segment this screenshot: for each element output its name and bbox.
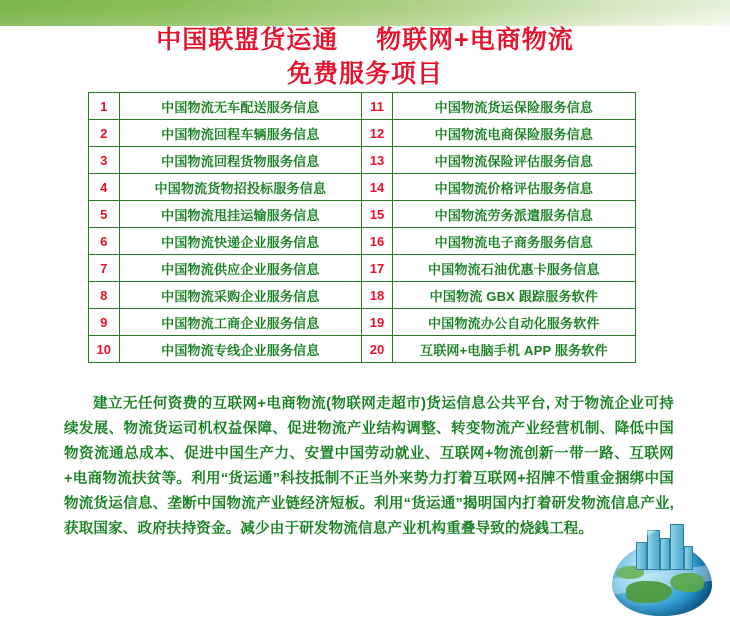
item-number: 18 [362, 282, 393, 309]
page-title-line-1 [0, 24, 730, 56]
table-row [89, 255, 636, 282]
item-number: 2 [89, 120, 120, 147]
table-row [89, 147, 636, 174]
item-number: 3 [89, 147, 120, 174]
item-number: 16 [362, 228, 393, 255]
table-row [89, 282, 636, 309]
item-label: 中国物流电商保险服务信息 [392, 120, 635, 147]
building-shape [660, 538, 670, 570]
item-number: 8 [89, 282, 120, 309]
slide-header [0, 24, 730, 90]
item-label: 中国物流办公自动化服务软件 [392, 309, 635, 336]
item-number: 14 [362, 174, 393, 201]
top-decorative-band [0, 0, 730, 26]
service-items-table [88, 92, 636, 363]
item-label: 中国物流专线企业服务信息 [119, 336, 362, 363]
item-label: 互联网+电脑手机 APP 服务软件 [392, 336, 635, 363]
globe-landmass [626, 581, 672, 603]
item-label: 中国物流供应企业服务信息 [119, 255, 362, 282]
item-label: 中国物流价格评估服务信息 [392, 174, 635, 201]
item-number: 15 [362, 201, 393, 228]
table-row [89, 309, 636, 336]
item-label: 中国物流货物招投标服务信息 [119, 174, 362, 201]
page-title-line-2: 免费服务项目 [286, 60, 443, 88]
building-shape [670, 524, 684, 570]
item-number: 9 [89, 309, 120, 336]
globe-highlight [622, 520, 656, 536]
item-label: 中国物流回程车辆服务信息 [119, 120, 362, 147]
item-label: 中国物流保险评估服务信息 [392, 147, 635, 174]
item-number: 13 [362, 147, 393, 174]
table-row [89, 93, 636, 120]
item-label: 中国物流工商企业服务信息 [119, 309, 362, 336]
body-paragraph: 建立无任何资费的互联网+电商物流(物联网走超市)货运信息公共平台, 对于物流企业可持续发展、物流货运司机权益保障、促进物流产业结构调整、转变物流产业经营机制、降低中国物资流通总成本、促进中国生产力、安置中国劳动就业、互联网+物流创新一带一路、互联网+电商物流扶贫等。利用“货运通”科技抵制不正当外来势力打着互联网+招牌不惜重金捆绑中国物流货运信息、垄断中国物流产业链经济短板。利用“货运通”揭明国内打着研发物流信息产业, 获取国家、政府扶持资金。减少由于研发物流信息产业机构重叠导致的烧銭工程。 [64, 396, 674, 537]
item-number: 4 [89, 174, 120, 201]
item-number: 12 [362, 120, 393, 147]
item-number: 6 [89, 228, 120, 255]
item-label: 中国物流石油优惠卡服务信息 [392, 255, 635, 282]
item-number: 19 [362, 309, 393, 336]
building-shape [684, 546, 693, 570]
item-label: 中国物流货运保险服务信息 [392, 93, 635, 120]
item-number: 17 [362, 255, 393, 282]
item-number: 11 [362, 93, 393, 120]
item-label: 中国物流劳务派遣服务信息 [392, 201, 635, 228]
item-label: 中国物流 GBX 跟踪服务软件 [392, 282, 635, 309]
item-number: 1 [89, 93, 120, 120]
item-label: 中国物流回程货物服务信息 [119, 147, 362, 174]
item-label: 中国物流电子商务服务信息 [392, 228, 635, 255]
item-number: 5 [89, 201, 120, 228]
globe-landmass [670, 573, 704, 592]
building-shape [647, 530, 660, 570]
table-row [89, 201, 636, 228]
item-label: 中国物流采购企业服务信息 [119, 282, 362, 309]
globe-city-graphic [604, 514, 722, 618]
item-label: 中国物流快递企业服务信息 [119, 228, 362, 255]
building-shape [636, 542, 647, 570]
item-number: 7 [89, 255, 120, 282]
item-label: 中国物流无车配送服务信息 [119, 93, 362, 120]
item-number: 20 [362, 336, 393, 363]
page-title-left: 中国联盟货运通 [156, 26, 339, 54]
table-row [89, 120, 636, 147]
table-row [89, 336, 636, 363]
item-number: 10 [89, 336, 120, 363]
item-label: 中国物流甩挂运输服务信息 [119, 201, 362, 228]
page-title-right: 物联网+电商物流 [376, 26, 574, 54]
table-row [89, 174, 636, 201]
table-row [89, 228, 636, 255]
